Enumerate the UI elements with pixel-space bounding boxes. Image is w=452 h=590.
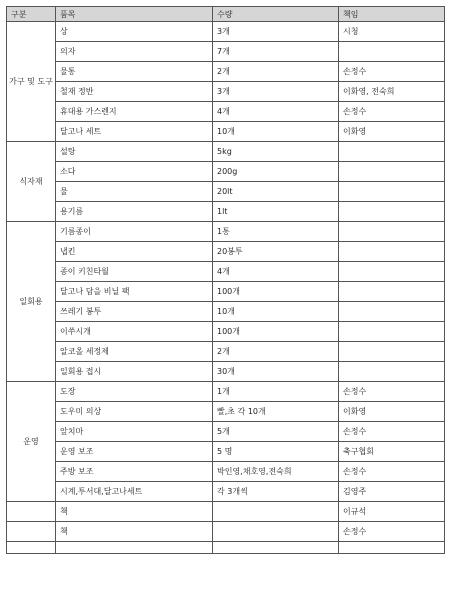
table-row [7, 42, 445, 62]
quantity-cell: 20lt [213, 182, 339, 202]
owner-cell [339, 202, 445, 222]
owner-cell: 손정수 [339, 462, 445, 482]
quantity-cell [213, 522, 339, 542]
item-cell: 철재 정반 [56, 82, 213, 102]
item-cell: 시계,투서대,달고나세트 [56, 482, 213, 502]
owner-cell [339, 242, 445, 262]
owner-cell [339, 322, 445, 342]
item-cell: 알코올 세정제 [56, 342, 213, 362]
item-cell: 물 [56, 182, 213, 202]
quantity-cell: 2개 [213, 62, 339, 82]
item-cell: 운영 보조 [56, 442, 213, 462]
owner-cell: 이화영 [339, 122, 445, 142]
item-cell: 냅킨 [56, 242, 213, 262]
quantity-cell: 각 3개씩 [213, 482, 339, 502]
table-header-row [7, 7, 445, 22]
owner-cell: 이규석 [339, 502, 445, 522]
item-cell: 의자 [56, 42, 213, 62]
quantity-cell: 1개 [213, 382, 339, 402]
quantity-cell: 4개 [213, 262, 339, 282]
item-cell: 쓰레기 봉투 [56, 302, 213, 322]
table-row [7, 302, 445, 322]
table-row [7, 342, 445, 362]
item-cell: 달고나 담을 비닐 팩 [56, 282, 213, 302]
header-item: 품목 [56, 7, 213, 22]
table-row [7, 422, 445, 442]
table-row [7, 62, 445, 82]
header-category: 구분 [7, 7, 56, 22]
item-cell: 도우미 의상 [56, 402, 213, 422]
item-cell: 책 [56, 522, 213, 542]
table-row [7, 362, 445, 382]
item-cell: 설탕 [56, 142, 213, 162]
item-cell: 달고나 세트 [56, 122, 213, 142]
supply-table [6, 6, 445, 554]
header-quantity: 수량 [213, 7, 339, 22]
owner-cell [339, 302, 445, 322]
table-row [7, 262, 445, 282]
owner-cell: 시청 [339, 22, 445, 42]
quantity-cell: 5 명 [213, 442, 339, 462]
table-row [7, 122, 445, 142]
table-row [7, 202, 445, 222]
quantity-cell: 1통 [213, 222, 339, 242]
quantity-cell [213, 502, 339, 522]
quantity-cell: 10개 [213, 302, 339, 322]
table-row [7, 182, 445, 202]
table-row [7, 522, 445, 542]
table-row [7, 482, 445, 502]
table-row [7, 242, 445, 262]
quantity-cell: 3개 [213, 22, 339, 42]
quantity-cell: 박인영,채호영,전숙희 [213, 462, 339, 482]
item-cell: 상 [56, 22, 213, 42]
item-cell: 도장 [56, 382, 213, 402]
item-cell: 앞치마 [56, 422, 213, 442]
quantity-cell: 5kg [213, 142, 339, 162]
category-cell-empty [7, 502, 56, 522]
owner-cell: 손정수 [339, 522, 445, 542]
item-cell: 물통 [56, 62, 213, 82]
owner-cell [339, 282, 445, 302]
table-row [7, 322, 445, 342]
owner-cell [339, 542, 445, 554]
item-cell: 휴대용 가스렌지 [56, 102, 213, 122]
owner-cell: 이화영 [339, 402, 445, 422]
owner-cell [339, 222, 445, 242]
quantity-cell: 30개 [213, 362, 339, 382]
owner-cell: 김영주 [339, 482, 445, 502]
item-cell: 일회용 접시 [56, 362, 213, 382]
table-row [7, 222, 445, 242]
owner-cell [339, 342, 445, 362]
item-cell: 책 [56, 502, 213, 522]
owner-cell: 손정수 [339, 102, 445, 122]
table-row [7, 282, 445, 302]
owner-cell [339, 182, 445, 202]
table-row [7, 82, 445, 102]
owner-cell: 손정수 [339, 62, 445, 82]
quantity-cell: 1lt [213, 202, 339, 222]
table-row [7, 142, 445, 162]
quantity-cell: 빨,초 각 10개 [213, 402, 339, 422]
group-food: 식자재 [7, 142, 56, 222]
header-owner: 책임 [339, 7, 445, 22]
group-disposable: 일회용 [7, 222, 56, 382]
item-cell: 기름종이 [56, 222, 213, 242]
table-row [7, 382, 445, 402]
item-cell: 주방 보조 [56, 462, 213, 482]
owner-cell [339, 262, 445, 282]
table-row [7, 22, 445, 42]
item-cell: 이쑤시개 [56, 322, 213, 342]
owner-cell: 이화영, 전숙희 [339, 82, 445, 102]
quantity-cell: 100개 [213, 322, 339, 342]
group-furniture: 가구 및 도구 [7, 22, 56, 142]
quantity-cell: 100개 [213, 282, 339, 302]
item-cell: 용기름 [56, 202, 213, 222]
quantity-cell: 200g [213, 162, 339, 182]
table-row [7, 502, 445, 522]
quantity-cell: 2개 [213, 342, 339, 362]
quantity-cell: 20봉투 [213, 242, 339, 262]
category-cell-empty [7, 522, 56, 542]
quantity-cell: 10개 [213, 122, 339, 142]
item-cell: 종이 키친타월 [56, 262, 213, 282]
quantity-cell: 4개 [213, 102, 339, 122]
owner-cell [339, 42, 445, 62]
quantity-cell [213, 542, 339, 554]
owner-cell: 손정수 [339, 422, 445, 442]
table-row [7, 462, 445, 482]
owner-cell: 축구협회 [339, 442, 445, 462]
owner-cell [339, 162, 445, 182]
item-cell [56, 542, 213, 554]
item-cell: 소다 [56, 162, 213, 182]
owner-cell: 손정수 [339, 382, 445, 402]
table-row [7, 402, 445, 422]
quantity-cell: 3개 [213, 82, 339, 102]
table-row [7, 162, 445, 182]
category-cell-empty [7, 542, 56, 554]
owner-cell [339, 362, 445, 382]
table-row [7, 442, 445, 462]
quantity-cell: 7개 [213, 42, 339, 62]
table-row [7, 102, 445, 122]
supply-list-sheet [6, 6, 444, 554]
table-row [7, 542, 445, 554]
quantity-cell: 5개 [213, 422, 339, 442]
group-operation: 운영 [7, 382, 56, 502]
owner-cell [339, 142, 445, 162]
